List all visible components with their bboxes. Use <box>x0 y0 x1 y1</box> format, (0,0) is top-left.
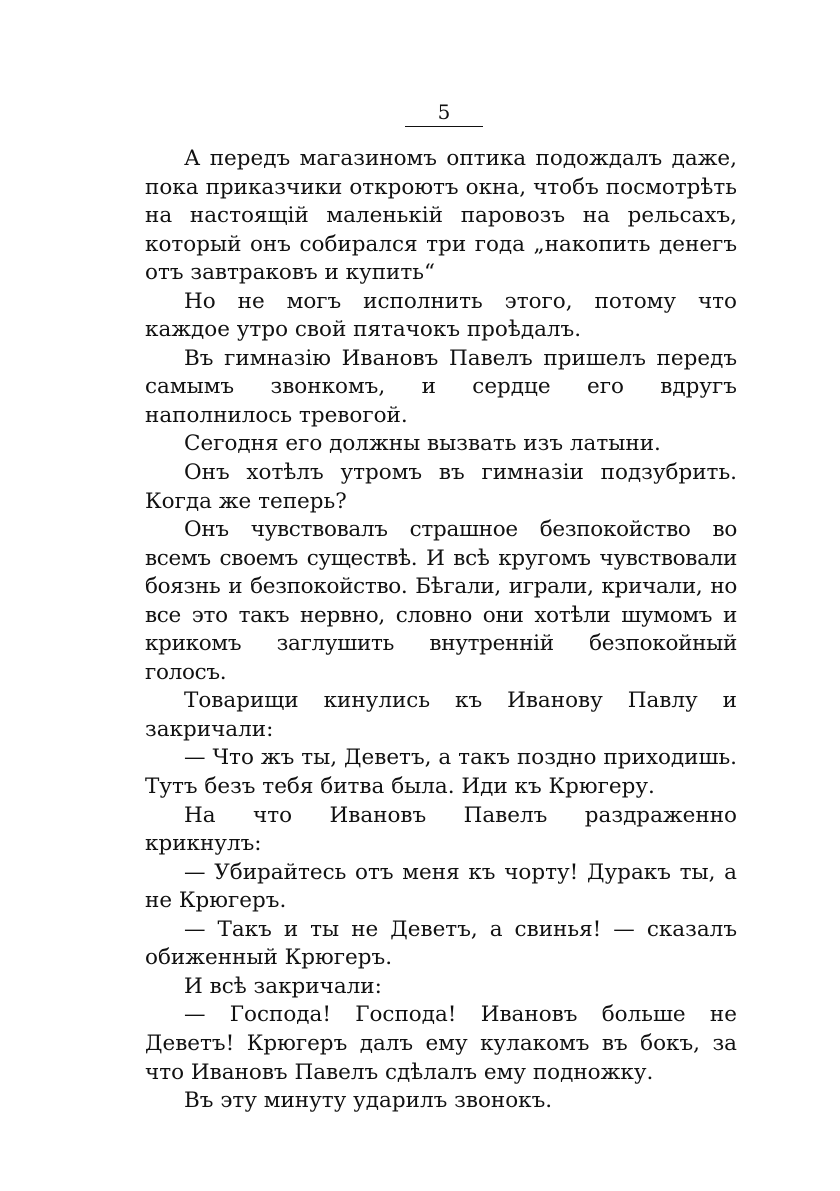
paragraph: Товарищи кинулись къ Иванову Павлу и закричали: <box>145 688 737 742</box>
paragraph: А передъ магазиномъ оптика подождалъ даже, пока приказчики откроютъ окна, чтобъ посмотрѣть на настоящій маленькій паровозъ на рельсахъ, который онъ собирался три года „накопить денегъ отъ завтраковъ и купить“ <box>145 146 737 286</box>
paragraph: Въ эту минуту ударилъ звонокъ. <box>184 1088 553 1114</box>
paragraph: Сегодня его должны вызвать изъ латыни. <box>184 431 661 457</box>
paragraph: — Убирайтесь отъ меня къ чорту! Дуракъ ты, а не Крюгеръ. <box>145 859 737 914</box>
paragraph: — Такъ и ты не Деветъ, а свинья! — сказалъ обиженный Крюгеръ. <box>145 916 737 971</box>
paragraph: — Что жъ ты, Деветъ, а такъ поздно приходишь. Тутъ безъ тебя битва была. Иди къ Крюгеру. <box>145 745 737 800</box>
paragraph: И всѣ закричали: <box>184 973 382 999</box>
page-number-rule <box>405 126 483 127</box>
page-number: 5 <box>437 100 451 124</box>
paragraph: На что Ивановъ Павелъ раздраженно крикнулъ: <box>145 802 737 857</box>
paragraph: Въ гимназію Ивановъ Павелъ пришелъ передъ самымъ звонкомъ, и сердце его вдругъ наполнилось тревогой. <box>145 345 737 428</box>
paragraph: Но не могъ исполнить этого, потому что каждое утро свой пятачокъ проѣдалъ. <box>145 288 737 343</box>
paragraph: Онъ чувствовалъ страшное безпокойство во всемъ своемъ существѣ. И всѣ кругомъ чувствовали боязнь и безпокойство. Бѣгали, играли, кричали, но все это такъ нервно, словно они хотѣли шумомъ и крикомъ заглушить внутренній безпокойный голосъ. <box>145 517 737 685</box>
paragraph: — Господа! Господа! Ивановъ больше не Деветъ! Крюгеръ далъ ему кулакомъ въ бокъ, за что Ивановъ Павелъ сдѣлалъ ему подножку. <box>145 1002 737 1085</box>
body-text <box>145 145 737 1116</box>
paragraph: Онъ хотѣлъ утромъ въ гимназіи подзубрить. Когда же теперь? <box>145 460 737 514</box>
